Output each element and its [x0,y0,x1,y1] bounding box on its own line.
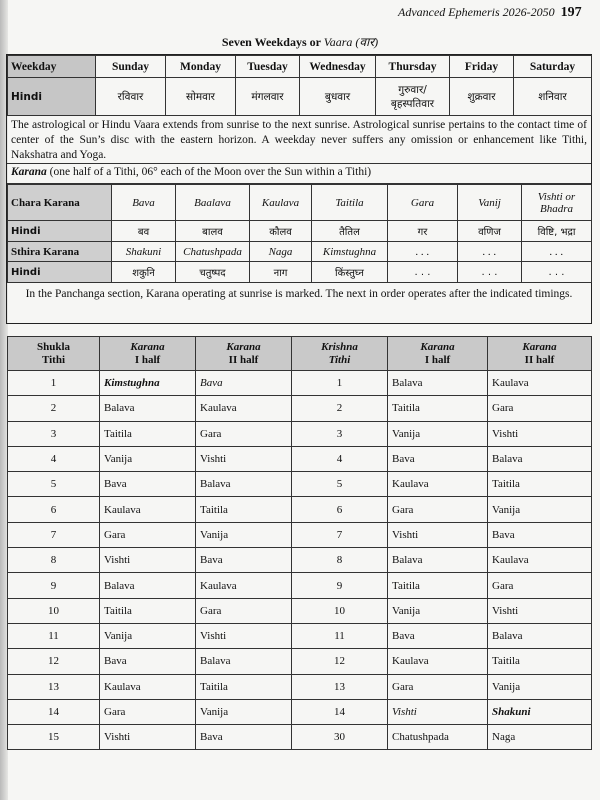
shukla-karana-first-half: Kimstughna [100,371,196,396]
table-row [8,371,592,396]
section-title [0,33,600,50]
krishna-karana-second-half: Vanija [488,674,592,699]
shukla-karana-second-half: Vanija [196,699,292,724]
karana-cell: Chatushpada [176,242,250,262]
karana-cell: . . . [522,242,592,262]
hindi-day-cell: शुक्रवार [450,78,514,116]
shukla-karana-second-half: Taitila [196,497,292,522]
shukla-karana-second-half: Vishti [196,446,292,471]
table-row [8,548,592,573]
krishna-tithi-number: 10 [292,598,388,623]
krishna-karana-first-half: Taitila [388,396,488,421]
table-row [8,623,592,648]
krishna-karana-first-half: Gara [388,674,488,699]
karana-intro [7,164,591,184]
karana-hindi-cell: शकुनि [112,262,176,283]
krishna-tithi-number: 11 [292,623,388,648]
table-row [8,674,592,699]
sthira-karana-label: Sthira Karana [8,242,112,262]
krishna-tithi-number: 8 [292,548,388,573]
krishna-tithi-number: 5 [292,472,388,497]
chara-hindi-row [8,221,592,242]
shukla-karana-second-half: Bava [196,725,292,750]
hindi-day-cell: रविवार [96,78,166,116]
shukla-karana-second-half: Gara [196,598,292,623]
krishna-karana-first-half: Bava [388,446,488,471]
shukla-tithi-number: 3 [8,421,100,446]
hindi-day-cell: शनिवार [514,78,592,116]
shukla-tithi-number: 6 [8,497,100,522]
weekday-karana-box [6,54,592,324]
krishna-karana-first-half: Taitila [388,573,488,598]
vaara-paragraph: The astrological or Hindu Vaara extends from sunrise to the next sunrise. Astrological sunrise pertains to the contact time of center of the Sun’s disc with the eastern horizon. A weekday never suffers any omission or enhancement like Tithi, Nakshatra and Yoga. [7,116,591,164]
weekday-hindi-row [8,78,592,116]
shukla-tithi-number: 5 [8,472,100,497]
karana-hindi-cell: बालव [176,221,250,242]
header-karana-first-half [388,337,488,371]
karana-hindi-cell: चतुष्पद [176,262,250,283]
krishna-karana-first-half: Bava [388,623,488,648]
hindi-day-cell: बुधवार [300,78,376,116]
weekday-header-row [8,56,592,78]
weekday-table [7,55,592,116]
krishna-karana-first-half: Gara [388,497,488,522]
header-line: II half [228,353,259,366]
karana-cell: Vanij [458,185,522,221]
krishna-karana-first-half: Kaulava [388,472,488,497]
shukla-karana-second-half: Kaulava [196,573,292,598]
shukla-tithi-number: 13 [8,674,100,699]
karana-hindi-cell: वणिज [458,221,522,242]
krishna-karana-second-half: Kaulava [488,371,592,396]
karana-hindi-cell: . . . [388,262,458,283]
day-cell: Sunday [96,56,166,78]
shukla-tithi-number: 9 [8,573,100,598]
table-row [8,396,592,421]
table-row [8,573,592,598]
day-cell: Wednesday [300,56,376,78]
shukla-karana-first-half: Gara [100,699,196,724]
shukla-karana-second-half: Gara [196,421,292,446]
tithi-table-header [8,337,592,371]
header-line: II half [524,353,555,366]
hindi-day-cell: गुरुवार/ बृहस्पतिवार [376,78,450,116]
shukla-karana-first-half: Kaulava [100,497,196,522]
krishna-karana-first-half: Vanija [388,598,488,623]
day-cell: Monday [166,56,236,78]
krishna-karana-second-half: Gara [488,573,592,598]
sthira-hindi-row [8,262,592,283]
shukla-karana-second-half: Vishti [196,623,292,648]
header-line: I half [424,353,451,366]
section-title-prefix: Seven Weekdays or [221,35,321,49]
weekday-label: Weekday [8,56,96,78]
shukla-karana-first-half: Vanija [100,446,196,471]
krishna-karana-second-half: Kaulava [488,548,592,573]
shukla-karana-first-half: Balava [100,573,196,598]
karana-hindi-cell: कौलव [250,221,312,242]
shukla-tithi-number: 14 [8,699,100,724]
krishna-tithi-number: 30 [292,725,388,750]
karana-cell: . . . [388,242,458,262]
krishna-karana-first-half: Balava [388,548,488,573]
hindi-day-cell: मंगलवार [236,78,300,116]
table-row [8,522,592,547]
header-krishna-tithi [292,337,388,371]
krishna-tithi-number: 6 [292,497,388,522]
karana-cell: Taitila [312,185,388,221]
day-cell: Saturday [514,56,592,78]
page-number: 197 [560,5,582,20]
krishna-tithi-number: 9 [292,573,388,598]
hindi-day-cell: सोमवार [166,78,236,116]
krishna-karana-second-half: Bava [488,522,592,547]
header-line: Karana [522,340,557,353]
hindi-label: Hindi [8,221,112,242]
krishna-tithi-number: 12 [292,649,388,674]
karana-hindi-cell: . . . [458,262,522,283]
shukla-karana-second-half: Bava [196,371,292,396]
shukla-karana-second-half: Balava [196,472,292,497]
krishna-karana-second-half: Vanija [488,497,592,522]
karana-cell: Vishti or Bhadra [522,185,592,221]
header-line: Krishna [321,340,358,353]
krishna-karana-second-half: Naga [488,725,592,750]
shukla-karana-second-half: Bava [196,548,292,573]
krishna-karana-second-half: Vishti [488,598,592,623]
shukla-karana-first-half: Taitila [100,421,196,446]
krishna-karana-second-half: Shakuni [488,699,592,724]
karana-cell: Kimstughna [312,242,388,262]
header-line: Karana [226,340,261,353]
shukla-karana-first-half: Gara [100,522,196,547]
karana-cell: Baalava [176,185,250,221]
day-cell: Friday [450,56,514,78]
karana-cell: Kaulava [250,185,312,221]
header-line: Shukla [36,340,71,353]
karana-hindi-cell: नाग [250,262,312,283]
karana-hindi-cell: विष्टि, भद्रा [522,221,592,242]
day-cell: Tuesday [236,56,300,78]
karana-hindi-cell: तैतिल [312,221,388,242]
shukla-tithi-number: 12 [8,649,100,674]
table-row [8,421,592,446]
table-row [8,472,592,497]
krishna-tithi-number: 2 [292,396,388,421]
shukla-tithi-number: 15 [8,725,100,750]
header-shukla-tithi [8,337,100,371]
karana-cell: . . . [458,242,522,262]
karana-term: Karana [11,166,47,178]
panchanga-note: In the Panchanga section, Karana operating at sunrise is marked. The next in order operates after the indicated timings. [25,288,573,300]
table-row [8,446,592,471]
shukla-karana-first-half: Vishti [100,548,196,573]
shukla-karana-first-half: Balava [100,396,196,421]
shukla-tithi-number: 1 [8,371,100,396]
shukla-karana-first-half: Vanija [100,623,196,648]
day-cell: Thursday [376,56,450,78]
krishna-karana-first-half: Vishti [388,522,488,547]
shukla-tithi-number: 7 [8,522,100,547]
header-line: Tithi [328,353,351,366]
krishna-karana-second-half: Gara [488,396,592,421]
shukla-tithi-number: 2 [8,396,100,421]
chara-karana-label: Chara Karana [8,185,112,221]
tithi-table-body [8,371,592,750]
table-row [8,649,592,674]
shukla-karana-second-half: Taitila [196,674,292,699]
krishna-tithi-number: 14 [292,699,388,724]
hindi-label: Hindi [8,262,112,283]
hindi-label: Hindi [8,78,96,116]
shukla-karana-second-half: Vanija [196,522,292,547]
krishna-tithi-number: 13 [292,674,388,699]
table-row [8,725,592,750]
karana-cell: Gara [388,185,458,221]
shukla-karana-first-half: Bava [100,472,196,497]
krishna-tithi-number: 1 [292,371,388,396]
header-karana-first-half [100,337,196,371]
krishna-karana-second-half: Taitila [488,472,592,497]
shukla-karana-first-half: Bava [100,649,196,674]
chara-karana-row [8,185,592,221]
header-line: Karana [420,340,455,353]
running-header [398,5,593,21]
krishna-karana-second-half: Taitila [488,649,592,674]
sthira-karana-row [8,242,592,262]
krishna-karana-second-half: Vishti [488,421,592,446]
krishna-karana-second-half: Balava [488,446,592,471]
shukla-tithi-number: 4 [8,446,100,471]
karana-hindi-cell: बव [112,221,176,242]
table-row [8,699,592,724]
header-karana-second-half [488,337,592,371]
krishna-karana-first-half: Balava [388,371,488,396]
krishna-tithi-number: 4 [292,446,388,471]
krishna-karana-first-half: Vanija [388,421,488,446]
shukla-tithi-number: 8 [8,548,100,573]
shukla-karana-second-half: Balava [196,649,292,674]
krishna-tithi-number: 3 [292,421,388,446]
header-line: I half [134,353,161,366]
krishna-karana-first-half: Vishti [388,699,488,724]
section-title-vaara: Vaara (वार) [323,35,379,49]
book-title: Advanced Ephemeris 2026-2050 [398,5,555,19]
krishna-karana-second-half: Balava [488,623,592,648]
shukla-karana-second-half: Kaulava [196,396,292,421]
tithi-karana-table [7,336,592,750]
table-row [8,497,592,522]
shukla-karana-first-half: Vishti [100,725,196,750]
shukla-karana-first-half: Kaulava [100,674,196,699]
shukla-tithi-number: 11 [8,623,100,648]
karana-hindi-cell: गर [388,221,458,242]
header-line: Karana [130,340,165,353]
header-karana-second-half [196,337,292,371]
table-row [8,598,592,623]
header-line: Tithi [41,353,66,366]
krishna-karana-first-half: Chatushpada [388,725,488,750]
karana-table [7,184,592,283]
karana-definition: (one half of a Tithi, 06° each of the Moon over the Sun within a Tithi) [49,166,372,178]
krishna-karana-first-half: Kaulava [388,649,488,674]
karana-hindi-cell: . . . [522,262,592,283]
karana-cell: Bava [112,185,176,221]
shukla-tithi-number: 10 [8,598,100,623]
krishna-tithi-number: 7 [292,522,388,547]
shukla-karana-first-half: Taitila [100,598,196,623]
karana-hindi-cell: किंस्तुघ्न [312,262,388,283]
karana-cell: Shakuni [112,242,176,262]
karana-cell: Naga [250,242,312,262]
